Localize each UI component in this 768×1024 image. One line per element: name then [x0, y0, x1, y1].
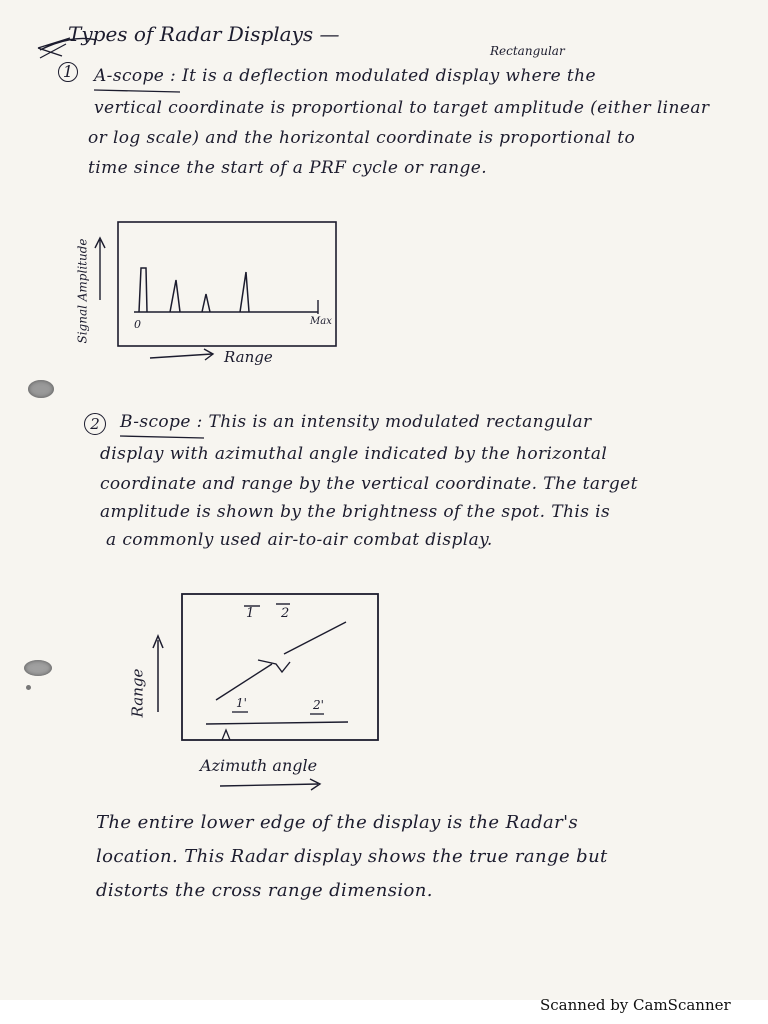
- section-a-line-4: time since the start of a PRF cycle or range.: [88, 158, 488, 178]
- closing-line-3: distorts the cross range dimension.: [96, 880, 433, 901]
- bscope-frame: [182, 594, 378, 740]
- bscope-x-arrow: [220, 784, 318, 786]
- ascope-max-label: Max: [310, 316, 332, 327]
- closing-line-2: location. This Radar display shows the true range but: [96, 846, 608, 867]
- bscope-x-label: Azimuth angle: [200, 756, 318, 775]
- section-b-line-3: coordinate and range by the vertical coordinate. The target: [100, 474, 638, 494]
- bscope-baseline: [206, 722, 348, 724]
- page-title: Types of Radar Displays —: [68, 22, 340, 46]
- bscope-target-2prime-label: 2': [313, 698, 324, 712]
- section-b-line-5: a commonly used air-to-air combat display.: [106, 530, 493, 550]
- section-b-line-2: display with azimuthal angle indicated by the horizontal: [100, 444, 608, 464]
- bscope-target-1prime-label: 1': [236, 696, 247, 710]
- bscope-y-label: Range: [128, 668, 147, 718]
- ascope-y-label: Signal Amplitude: [75, 238, 90, 344]
- scanner-watermark: Scanned by CamScanner: [540, 996, 731, 1014]
- bscope-track-upper: [284, 622, 346, 654]
- section-a-line-1: A-scope : It is a deflection modulated display where the: [94, 66, 596, 86]
- section-b-line-4: amplitude is shown by the brightness of the spot. This is: [100, 502, 611, 522]
- closing-line-1: The entire lower edge of the display is the Radar's: [96, 812, 579, 833]
- ascope-x-label: Range: [224, 348, 273, 366]
- section-a-line-3: or log scale) and the horizontal coordinate is proportional to: [88, 128, 636, 148]
- ascope-origin-label: 0: [134, 318, 141, 331]
- bscope-track-lower: [216, 664, 272, 700]
- bscope-target-1-label: 1: [246, 606, 255, 621]
- bscope-radar-marker: [222, 730, 230, 740]
- bscope-target-2-label: 2: [281, 606, 290, 621]
- caret-insert-text: Rectangular: [490, 44, 565, 58]
- section-a-line-2: vertical coordinate is proportional to target amplitude (either linear: [94, 98, 710, 118]
- section-b-number: 2: [84, 413, 106, 435]
- section-a-number: 1: [58, 62, 78, 82]
- section-b-line-1: B-scope : This is an intensity modulated rectangular: [120, 412, 592, 432]
